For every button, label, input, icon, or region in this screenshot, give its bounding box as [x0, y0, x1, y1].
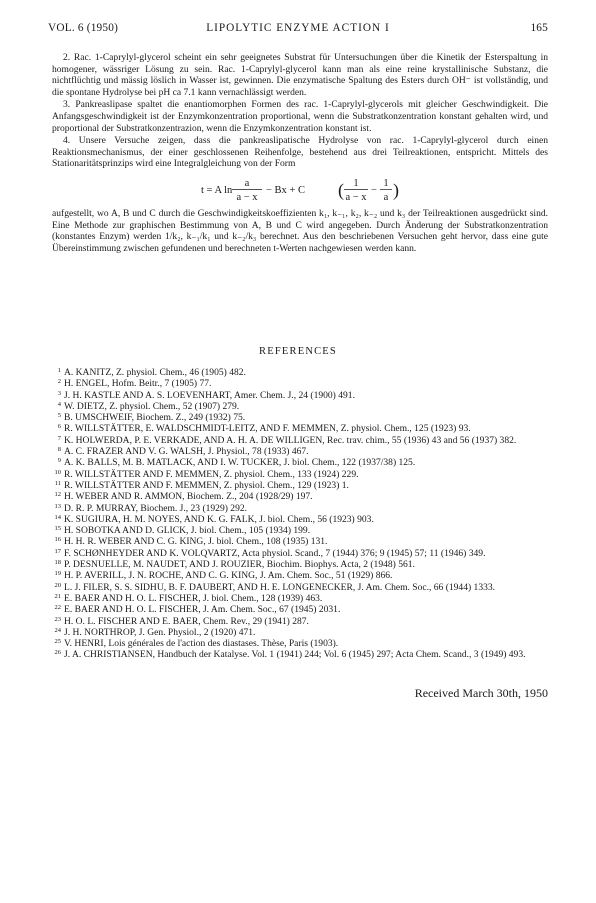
reference-text: F. SCHØNHEYDER AND K. VOLQVARTZ, Acta physiol. Scand., 7 (1944) 376; 9 (1945) 57; 11 (1946) 349.: [64, 547, 486, 559]
reference-number: 4: [57, 400, 61, 408]
volume-label: VOL. 6 (1950): [48, 22, 119, 34]
reference-text: H. WEBER AND R. AMMON, Biochem. Z., 204 (1928/29) 197.: [64, 491, 313, 503]
reference-text: P. DESNUELLE, M. NAUDET, AND J. ROUZIER, Biochim. Biophys. Acta, 2 (1948) 561.: [64, 559, 415, 571]
reference-number: 18: [54, 559, 61, 567]
reference-number: 24: [54, 626, 61, 634]
reference-text: V. HENRI, Lois générales de l'action des diastases. Thèse, Paris (1903).: [64, 638, 339, 650]
reference-number: 26: [54, 649, 61, 657]
integral-equation: [52, 175, 548, 205]
reference-number: 16: [54, 536, 61, 544]
reference-item: [50, 401, 548, 412]
reference-text: L. J. FILER, S. S. SIDHU, B. F. DAUBERT, AND H. E. LONGENECKER, J. Am. Chem. Soc., 66 (1944) 1333.: [64, 581, 496, 593]
running-title: LIPOLYTIC ENZYME ACTION I: [206, 22, 390, 34]
reference-text: W. DIETZ, Z. physiol. Chem., 52 (1907) 279.: [64, 400, 240, 412]
fraction-3-numerator: 1: [383, 177, 389, 189]
reference-text: R. WILLSTÄTTER AND F. MEMMEN, Z. physiol. Chem., 133 (1924) 229.: [64, 468, 359, 480]
reference-number: 23: [54, 615, 61, 623]
reference-number: 22: [54, 604, 61, 612]
reference-text: B. UMSCHWEIF, Biochem. Z., 249 (1932) 75.: [64, 412, 246, 424]
reference-number: 14: [54, 513, 61, 521]
reference-item: [50, 446, 548, 457]
paragraph-2: 2. Rac. 1-Caprylyl-glycerol scheint ein sehr geeignetes Substrat für Untersuchungen über die Kinetik der Esterspaltung in homogener, wässriger Lösung zu sein. Rac. 1-Caprylyl-glycerol kann man als eine reine krystallinische Substanz, die nichtflüchtig und mässig löslich in Wasser ist, gewinnen. Die enzymatische Spaltung des Esters durch OH⁻ ist vollständig, und die spontane Hydrolyse bei pH ca 7.1 kann vernachlässigt werden.: [52, 52, 548, 98]
reference-text: H. ENGEL, Hofm. Beitr., 7 (1905) 77.: [64, 378, 212, 390]
reference-item: [50, 593, 548, 604]
reference-item: [50, 491, 548, 502]
reference-item: [50, 582, 548, 593]
paragraph-4: 4. Unsere Versuche zeigen, dass die pankreaslipatische Hydrolyse von rac. 1-Caprylyl-glycerol durch einen Reaktionsmechanismus, der einer geschlossenen Reihenfolge, bestehend aus drei Teilreaktionen, entspricht. Mittels des Stationaritätsprinzips wird eine Integralgleichung von der Form: [52, 135, 548, 170]
running-header: [48, 22, 548, 38]
reference-item: [50, 616, 548, 627]
reference-text: A. K. BALLS, M. B. MATLACK, AND I. W. TUCKER, J. biol. Chem., 122 (1937/38) 125.: [64, 457, 416, 469]
reference-item: [50, 514, 548, 525]
equation-middle-terms: − Bx + C: [266, 184, 305, 196]
reference-number: 8: [57, 446, 61, 454]
reference-text: E. BAER AND H. O. L. FISCHER, J. biol. Chem., 128 (1939) 463.: [64, 592, 323, 604]
summary-text: [52, 52, 548, 255]
page-number: 165: [530, 22, 548, 34]
fraction-2-denominator: a − x: [345, 191, 367, 203]
reference-number: 3: [57, 389, 61, 397]
reference-item: [50, 480, 548, 491]
reference-text: H. O. L. FISCHER AND E. BAER, Chem. Rev., 29 (1941) 287.: [64, 615, 309, 627]
reference-item: [50, 638, 548, 649]
reference-text: J. A. CHRISTIANSEN, Handbuch der Katalyse. Vol. 1 (1941) 244; Vol. 6 (1945) 297; Acta Chem. Scand., 3 (1949) 493.: [64, 649, 526, 661]
reference-item: [50, 367, 548, 378]
reference-list: [50, 367, 548, 661]
reference-text: J. H. NORTHROP, J. Gen. Physiol., 2 (1920) 471.: [64, 626, 256, 638]
reference-item: [50, 378, 548, 389]
reference-text: R. WILLSTÄTTER AND F. MEMMEN, Z. physiol. Chem., 129 (1923) 1.: [64, 479, 349, 491]
reference-text: A. KANITZ, Z. physiol. Chem., 46 (1905) 482.: [64, 367, 246, 378]
equation-minus: −: [371, 184, 377, 196]
paragraph-4-continued: aufgestellt, wo A, B und C durch die Geschwindigkeitskoeffizienten k₁, k₋₁, k₂, k₋₂ und k₃ der Teilreaktionen ausgedrückt sind. Eine Methode zur graphischen Bestimmung von A, B und C wird angegeben. Durch Änderung der Substratkonzentration (konstantes Enzym) werden 1/k₂, k₋₁/k₁ und k₋₂/k₃ berechnet. Aus den beschriebenen Versuchen geht hervor, dass eine gute Übereinstimmung zwischen gefundenen und berechneten t-Werten nachgewiesen werden kann.: [52, 207, 548, 254]
reference-item: [50, 525, 548, 536]
reference-item: [50, 423, 548, 434]
fraction-1-denominator: a − x: [236, 191, 258, 203]
reference-item: [50, 559, 548, 570]
reference-item: [50, 390, 548, 401]
reference-number: 5: [57, 412, 61, 420]
reference-text: K. HOLWERDA, P. E. VERKADE, AND A. H. A. DE WILLIGEN, Rec. trav. chim., 55 (1936) 43 and 56 (1937) 382.: [64, 434, 517, 446]
reference-text: D. R. P. MURRAY, Biochem. J., 23 (1929) 292.: [64, 502, 248, 514]
reference-number: 20: [54, 581, 61, 589]
reference-text: A. C. FRAZER AND V. G. WALSH, J. Physiol., 78 (1933) 467.: [64, 446, 309, 458]
reference-item: [50, 536, 548, 547]
references-heading: REFERENCES: [259, 346, 337, 357]
reference-item: [50, 503, 548, 514]
reference-number: 9: [57, 457, 61, 465]
reference-number: 17: [54, 547, 61, 555]
reference-item: [50, 627, 548, 638]
received-date: Received March 30th, 1950: [414, 686, 548, 700]
fraction-1-numerator: a: [244, 177, 250, 189]
reference-text: E. BAER AND H. O. L. FISCHER, J. Am. Chem. Soc., 67 (1945) 2031.: [64, 604, 341, 616]
reference-text: R. WILLSTÄTTER, E. WALDSCHMIDT-LEITZ, AND F. MEMMEN, Z. physiol. Chem., 125 (1923) 93.: [64, 423, 471, 435]
reference-text: H. SOBOTKA AND D. GLICK, J. biol. Chem., 105 (1934) 199.: [64, 525, 311, 537]
reference-number: 25: [54, 638, 61, 646]
fraction-2-numerator: 1: [353, 177, 359, 189]
reference-text: K. SUGIURA, H. M. NOYES, AND K. G. FALK, J. biol. Chem., 56 (1923) 903.: [64, 513, 374, 525]
reference-item: [50, 649, 548, 660]
reference-number: 21: [54, 592, 61, 600]
reference-item: [50, 570, 548, 581]
close-parenthesis: ): [393, 179, 399, 200]
equation-lhs: t = A ln: [201, 184, 233, 196]
reference-text: H. H. R. WEBER AND C. G. KING, J. biol. Chem., 108 (1935) 131.: [64, 536, 328, 548]
reference-item: [50, 469, 548, 480]
reference-number: 6: [57, 423, 61, 431]
reference-text: J. H. KASTLE AND A. S. LOEVENHART, Amer. Chem. J., 24 (1900) 491.: [64, 389, 355, 401]
reference-number: 10: [54, 468, 61, 476]
fraction-3-denominator: a: [383, 191, 389, 203]
open-parenthesis: (: [338, 179, 344, 200]
reference-number: 19: [54, 570, 61, 578]
reference-number: 2: [57, 378, 61, 386]
reference-number: 1: [57, 367, 61, 374]
reference-number: 13: [54, 502, 61, 510]
reference-number: 15: [54, 525, 61, 533]
reference-item: [50, 412, 548, 423]
reference-number: 12: [54, 491, 61, 499]
reference-item: [50, 435, 548, 446]
reference-number: 7: [57, 434, 61, 442]
reference-item: [50, 548, 548, 559]
reference-item: [50, 457, 548, 468]
reference-text: H. P. AVERILL, J. N. ROCHE, AND C. G. KING, J. Am. Chem. Soc., 51 (1929) 866.: [64, 570, 393, 582]
reference-number: 11: [54, 479, 61, 487]
paragraph-3: 3. Pankreaslipase spaltet die enantiomorphen Formen des rac. 1-Caprylyl-glycerols mit gleicher Geschwindigkeit. Die Anfangsgeschwindigkeit ist der Enzymkonzentration proportional, wenn die Substratkonzentration konstant gehalten wird, und proportional der Substratkonzentrazion, wenn die Enzymkonzentration konstant ist.: [52, 99, 548, 134]
reference-item: [50, 604, 548, 615]
